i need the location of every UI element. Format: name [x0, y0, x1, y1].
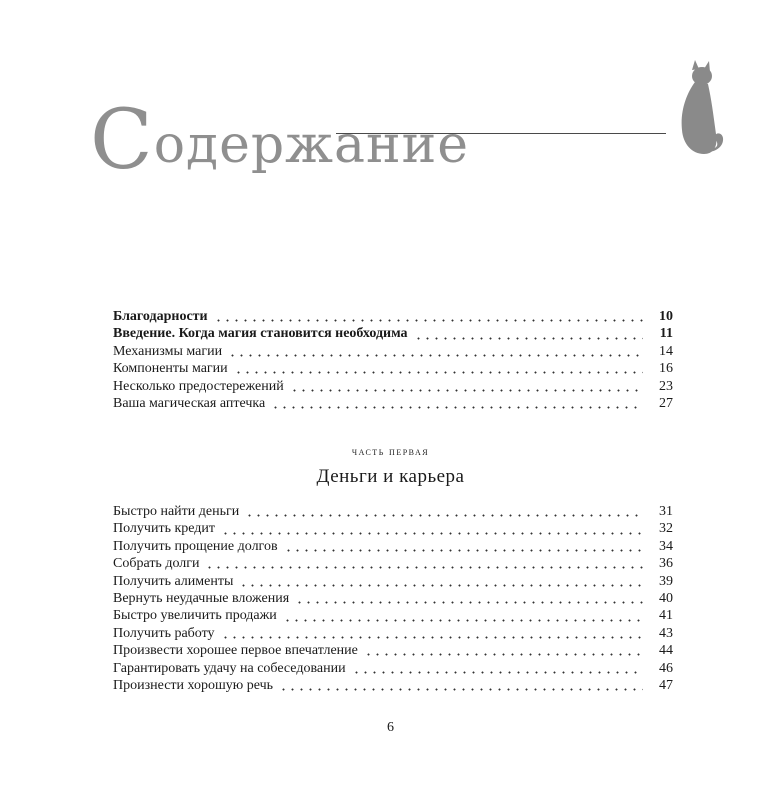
- toc-entry: [113, 607, 673, 624]
- page-title-rest: одержание: [153, 115, 470, 175]
- toc-entry: [113, 573, 673, 590]
- toc-leader-dots: [283, 619, 643, 622]
- toc-entry-page: 31: [659, 504, 673, 519]
- toc-entry-page: 32: [659, 521, 673, 537]
- toc-entry-page: 23: [659, 378, 673, 394]
- toc-entry: [113, 590, 673, 607]
- toc-intro-list: [113, 308, 673, 412]
- page-title-initial: С: [90, 93, 154, 188]
- toc-entry: [113, 308, 673, 325]
- toc-entry: [113, 360, 673, 377]
- page-number: 6: [387, 720, 394, 735]
- toc-leader-dots: [245, 514, 643, 517]
- toc-entry: [113, 642, 673, 659]
- toc-entry-page: 36: [659, 556, 673, 572]
- cat-icon: [668, 60, 728, 160]
- toc-leader-dots: [239, 584, 643, 587]
- toc-leader-dots: [295, 601, 643, 604]
- page-title: [90, 93, 470, 188]
- toc-entry-page: 34: [659, 538, 673, 554]
- toc-entry-page: 47: [659, 677, 673, 693]
- toc-entry: [113, 503, 673, 520]
- toc-entry-title: Ваша магическая аптечка: [113, 395, 266, 411]
- toc-entry-title: Гарантировать удачу на собеседовании: [113, 660, 346, 676]
- toc-entry-page: 11: [659, 326, 673, 342]
- toc-entry-title: Получить алименты: [113, 573, 234, 589]
- toc-leader-dots: [290, 389, 643, 392]
- part-title: Деньги и карьера: [316, 466, 465, 487]
- toc-leader-dots: [214, 319, 643, 322]
- toc-leader-dots: [414, 337, 643, 340]
- header-rule: [336, 133, 666, 134]
- part-label: часть первая: [351, 446, 430, 458]
- toc-entry-title: Несколько предостережений: [113, 378, 284, 394]
- toc-entry-page: 39: [659, 573, 673, 589]
- toc-leader-dots: [364, 653, 643, 656]
- toc-leader-dots: [352, 671, 643, 674]
- toc-leader-dots: [221, 532, 643, 535]
- toc-entry-title: Получить кредит: [113, 521, 216, 537]
- toc-entry: [113, 343, 673, 360]
- toc-entry-page: 44: [659, 643, 673, 659]
- toc-entry-page: 46: [659, 660, 673, 676]
- toc-leader-dots: [234, 371, 643, 374]
- toc-entry: [113, 538, 673, 555]
- toc-leader-dots: [221, 636, 643, 639]
- toc-entry-title: Произнести хорошую речь: [113, 677, 274, 693]
- toc-entry-title: Вернуть неудачные вложения: [113, 590, 290, 606]
- toc-entry-title: Собрать долги: [113, 556, 200, 572]
- toc-entry: [113, 395, 673, 412]
- toc-entry-title: Введение. Когда магия становится необходима: [113, 326, 408, 342]
- toc-entry-page: 27: [659, 395, 673, 411]
- toc-entry: [113, 660, 673, 677]
- toc-entry-page: 40: [659, 590, 673, 606]
- toc-entry: [113, 378, 673, 395]
- toc-leader-dots: [271, 406, 643, 409]
- toc-entry-page: 10: [659, 309, 673, 324]
- toc-entry-title: Механизмы магии: [113, 343, 223, 359]
- toc-entry-title: Произвести хорошее первое впечатление: [113, 643, 358, 659]
- toc-entry: [113, 520, 673, 537]
- toc-entry-page: 16: [659, 361, 673, 377]
- toc-entry-title: Компоненты магии: [113, 361, 228, 377]
- toc-entry-title: Быстро увеличить продажи: [113, 608, 277, 624]
- toc-leader-dots: [284, 549, 643, 552]
- toc-part1-list: [113, 503, 673, 694]
- toc-leader-dots: [205, 566, 643, 569]
- toc-entry: [113, 625, 673, 642]
- toc-entry-title: Благодарности: [113, 309, 208, 324]
- toc-entry: [113, 677, 673, 694]
- toc-leader-dots: [279, 688, 643, 691]
- toc-entry: [113, 555, 673, 572]
- toc-entry-page: 14: [659, 343, 673, 359]
- toc-entry-page: 41: [659, 608, 673, 624]
- toc-entry-title: Получить работу: [113, 625, 215, 641]
- toc-entry-page: 43: [659, 625, 673, 641]
- toc-entry: [113, 325, 673, 342]
- toc-entry-title: Получить прощение долгов: [113, 538, 278, 554]
- toc-leader-dots: [228, 354, 643, 357]
- toc-entry-title: Быстро найти деньги: [113, 504, 240, 519]
